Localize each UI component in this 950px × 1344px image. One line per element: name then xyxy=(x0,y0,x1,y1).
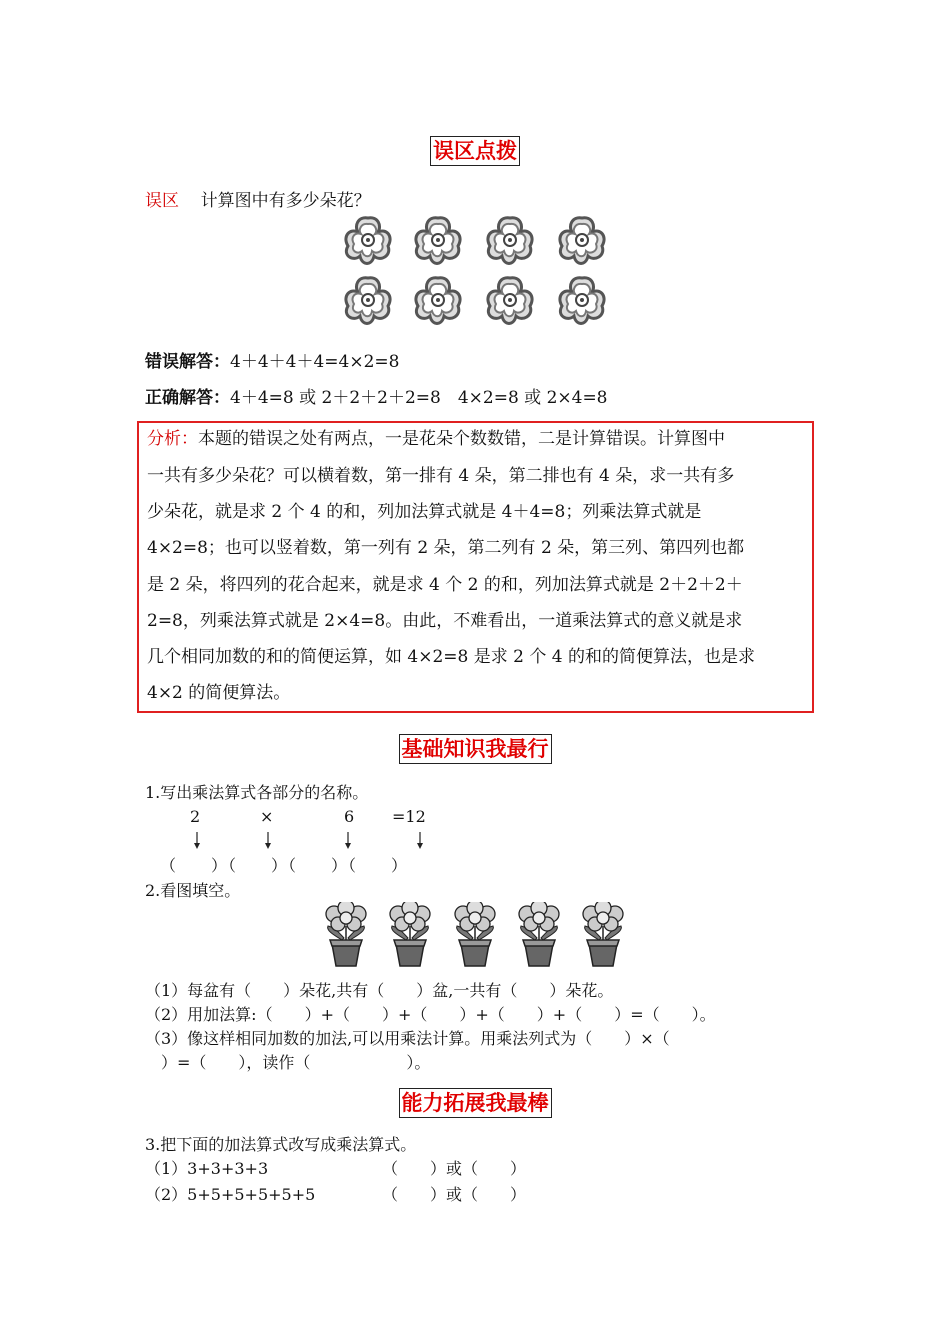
flower-pot-icon xyxy=(583,902,623,966)
flower-icon xyxy=(560,278,604,324)
analysis-line: 4×2 的简便算法。 xyxy=(147,683,291,703)
heading-misconception-text: 误区点拨 xyxy=(430,136,520,166)
flower-icon xyxy=(346,278,390,324)
analysis-line: 2=8，列乘法算式就是 2×4=8。由此，不难看出，一道乘法算式的意义就是求 xyxy=(147,611,743,631)
analysis-line: 是 2 朵，将四列的花合起来，就是求 4 个 2 的和，列加法算式就是 2＋2＋2＋ xyxy=(147,575,743,595)
correct-answer-label: 正确解答： xyxy=(145,388,230,408)
q3-item-expr: （2）5+5+5+5+5+5 xyxy=(145,1185,316,1204)
analysis-line: 一共有多少朵花？可以横着数，第一排有 4 朵，第二排也有 4 朵，求一共有多 xyxy=(147,466,735,486)
misconception-label: 误区 xyxy=(145,191,179,211)
wrong-answer-label: 错误解答： xyxy=(145,352,230,372)
heading-ability-extension xyxy=(0,1088,950,1118)
down-arrow-icon xyxy=(192,832,202,850)
correct-answer-text: 4＋4=8 或 2＋2＋2＋2=8 4×2=8 或 2×4=8 xyxy=(230,388,608,408)
down-arrow-icon xyxy=(263,832,273,850)
flower-pot-icon xyxy=(455,902,495,966)
correct-answer-line xyxy=(145,386,608,410)
heading-basic-knowledge-text: 基础知识我最行 xyxy=(399,734,552,764)
q1-expr-factor1: 2 xyxy=(190,807,201,826)
analysis-line: 少朵花，就是求 2 个 4 的和，列加法算式就是 4＋4=8；列乘法算式就是 xyxy=(147,502,702,522)
flower-icon xyxy=(560,218,604,264)
flower-icon xyxy=(346,218,390,264)
heading-basic-knowledge xyxy=(0,734,950,764)
q1-expr-factor2: 6 xyxy=(344,807,355,826)
analysis-line: 几个相同加数的和的简便运算，如 4×2=8 是求 2 个 4 的和的简便算法，也是求 xyxy=(147,647,755,667)
flower-pot-icon xyxy=(519,902,559,966)
q2-line2[interactable]: （2）用加法算:（ ）+（ ）+（ ）+（ ）+（ ）=（ ）。 xyxy=(145,1005,716,1024)
q2-line4[interactable]: ）=（ ），读作（ ）。 xyxy=(145,1053,431,1072)
analysis-line: 4×2=8；也可以竖着数，第一列有 2 朵，第二列有 2 朵，第三列、第四列也都 xyxy=(147,538,745,558)
heading-misconception xyxy=(0,136,950,166)
wrong-answer-line xyxy=(145,350,399,374)
flower-icon xyxy=(488,218,532,264)
flower-icon xyxy=(488,278,532,324)
down-arrow-icon xyxy=(343,832,353,850)
flower-pot-icon xyxy=(390,902,430,966)
q1-blanks[interactable]: （ ）（ ）（ ）（ ） xyxy=(160,856,409,875)
q3-item-expr: （1）3+3+3+3 xyxy=(145,1159,269,1178)
analysis-label: 分析： xyxy=(147,429,198,449)
q2-line1[interactable]: （1）每盆有（ ）朵花,共有（ ）盆,一共有（ ）朵花。 xyxy=(145,981,614,1000)
q1-expr-product: =12 xyxy=(392,807,426,826)
q3-text: 3.把下面的加法算式改写成乘法算式。 xyxy=(145,1135,417,1154)
misconception-question: 计算图中有多少朵花？ xyxy=(200,191,371,211)
heading-ability-extension-text: 能力拓展我最棒 xyxy=(399,1088,552,1118)
q2-line3[interactable]: （3）像这样相同加数的加法,可以用乘法计算。用乘法列式为（ ）×（ xyxy=(145,1029,670,1048)
q2-text: 2.看图填空。 xyxy=(145,881,241,900)
misconception-question-line xyxy=(145,189,371,213)
q1-text: 1.写出乘法算式各部分的名称。 xyxy=(145,783,369,802)
analysis-box xyxy=(137,421,814,713)
down-arrow-icon xyxy=(415,832,425,850)
q3-item-blank[interactable]: （ ）或（ ） xyxy=(382,1159,527,1178)
flower-pot-icon xyxy=(326,902,366,966)
flowers-image xyxy=(340,210,612,330)
wrong-answer-text: 4＋4＋4＋4=4×2=8 xyxy=(230,352,400,372)
q3-item-blank[interactable]: （ ）或（ ） xyxy=(382,1185,527,1204)
flower-pots-image xyxy=(320,902,630,968)
analysis-text: 本题的错误之处有两点，一是花朵个数数错，二是计算错误。计算图中 xyxy=(198,429,725,449)
flower-icon xyxy=(416,218,460,264)
flower-icon xyxy=(416,278,460,324)
analysis-line xyxy=(147,427,725,451)
q1-expr-times: × xyxy=(260,807,274,826)
